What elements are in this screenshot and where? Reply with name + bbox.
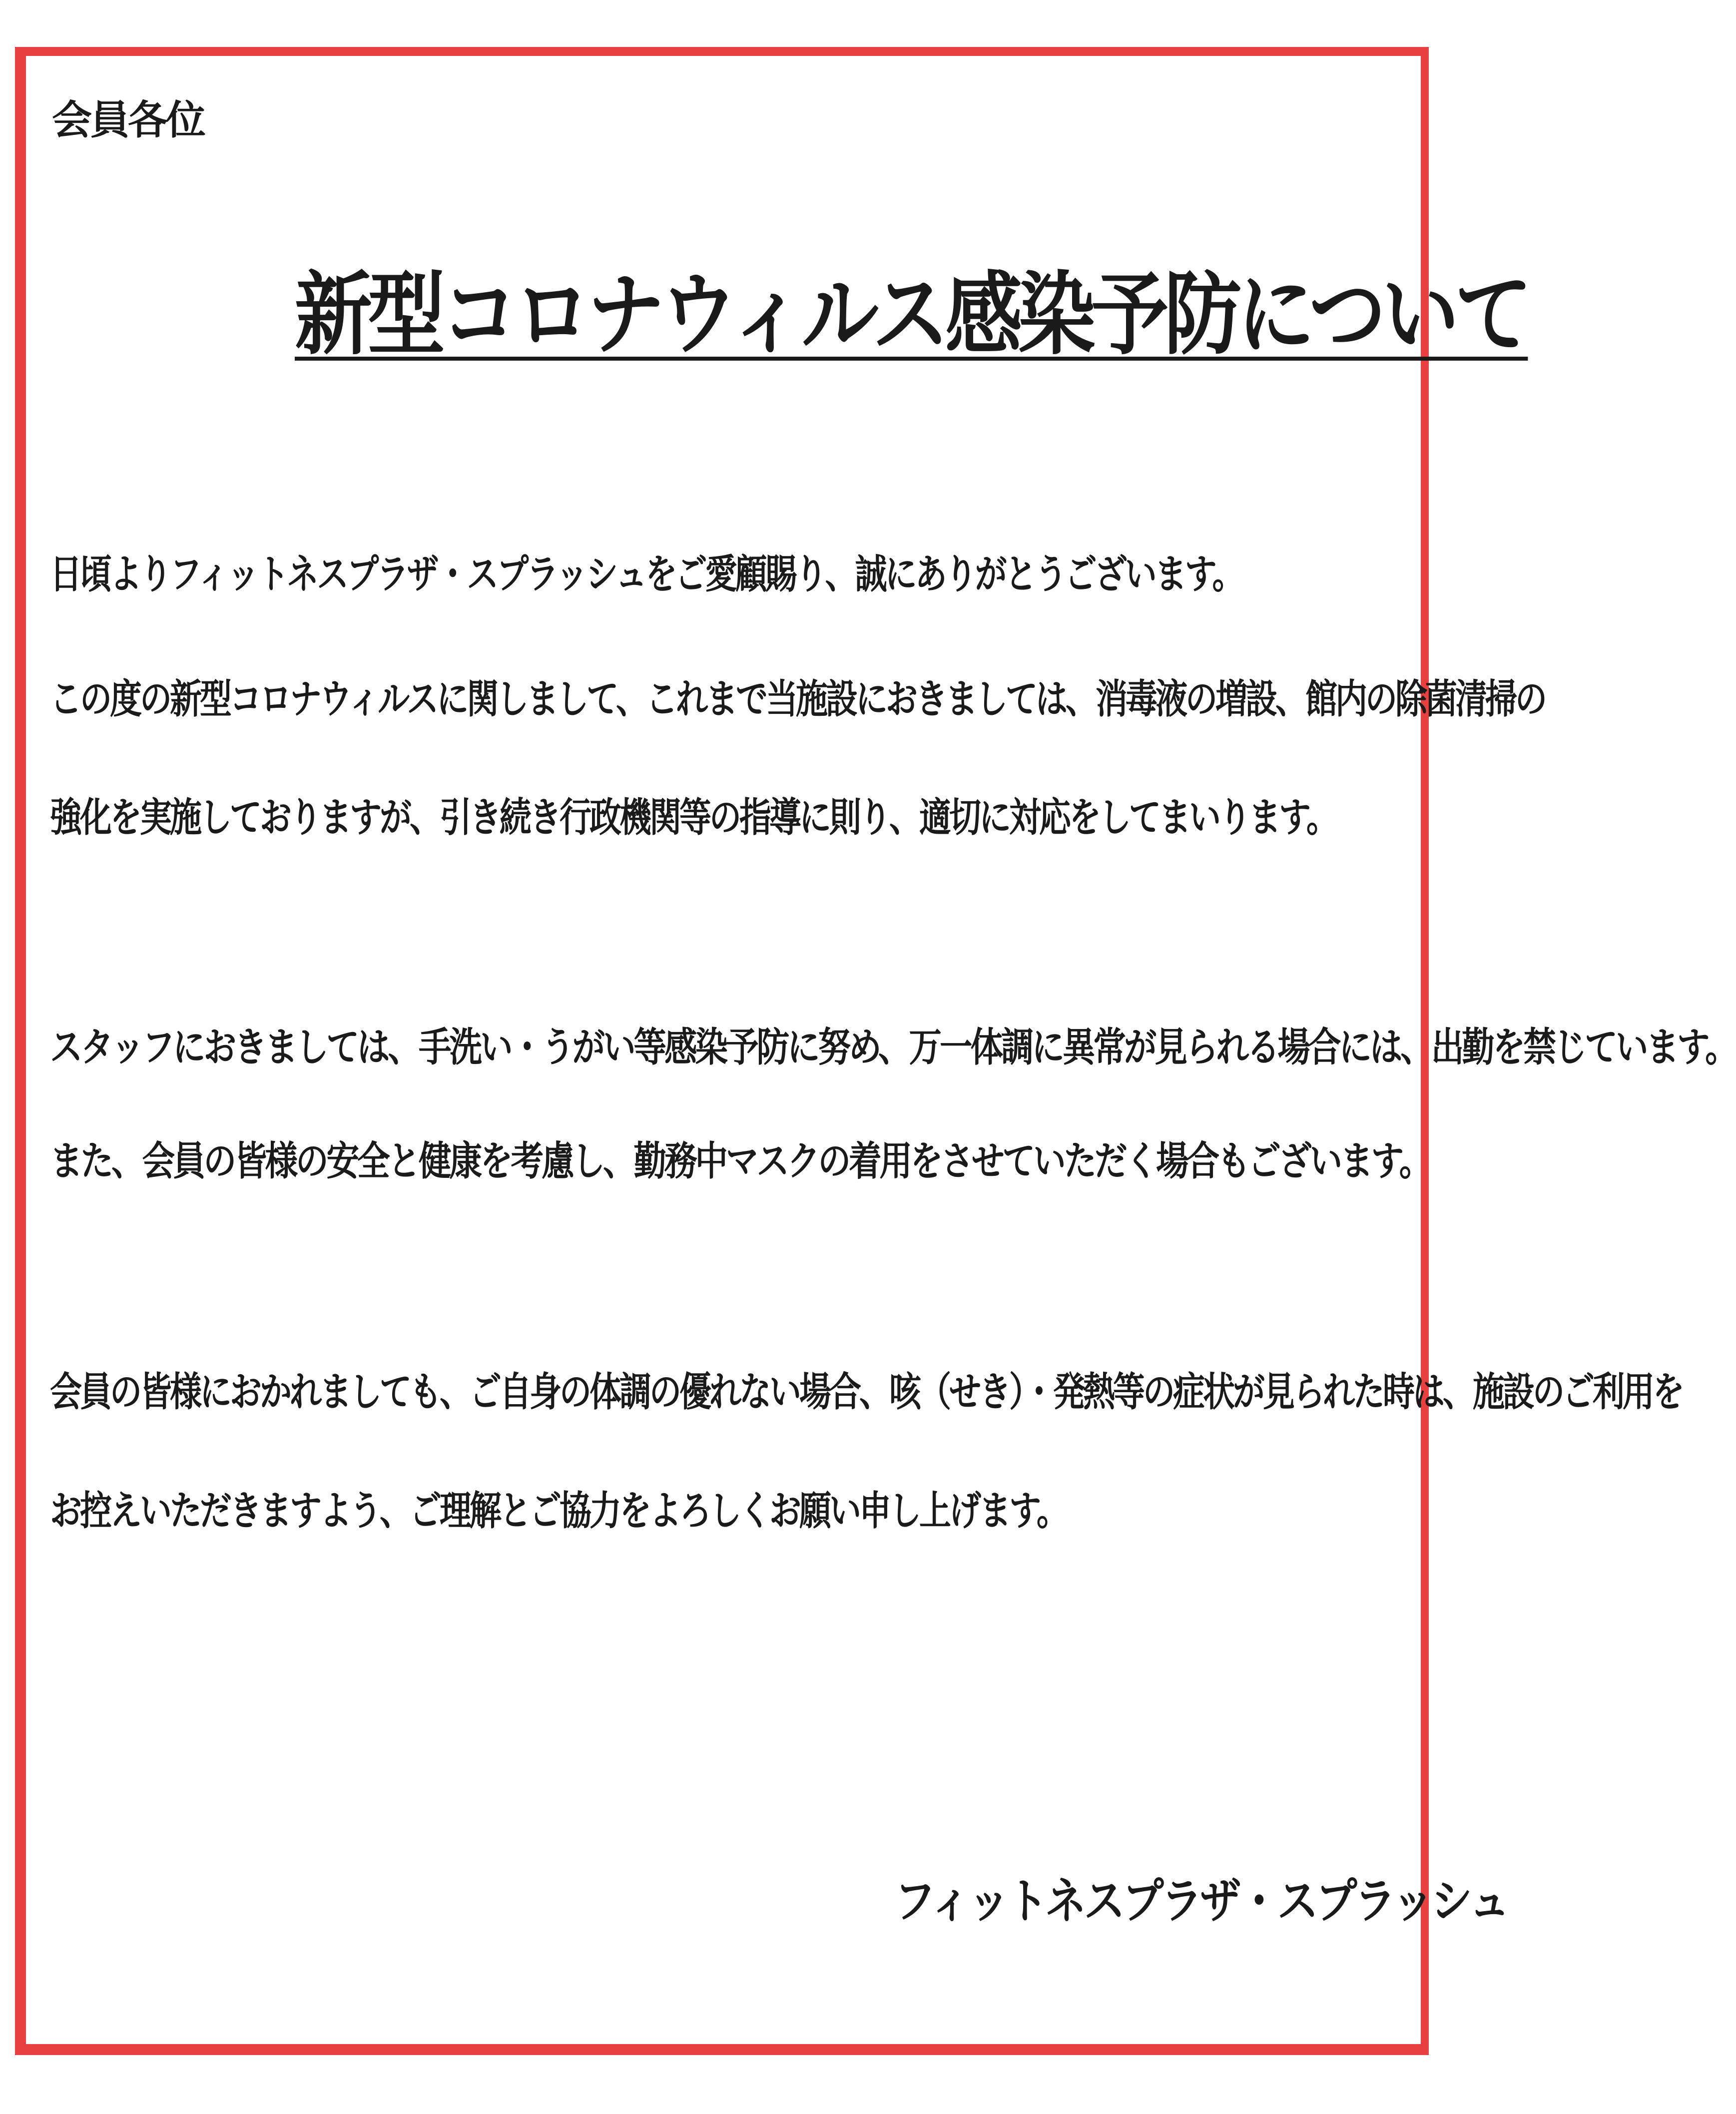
paragraph-2-line-2: また、会員の皆様の安全と健康を考慮し、勤務中マスクの着用をさせていただく場合もございます。 xyxy=(50,1138,1430,1184)
paragraph-1-line-3: 強化を実施しておりますが、引き続き行政機関等の指導に則り、適切に対応をしてまいります。 xyxy=(50,794,1336,841)
addressee: 会員各位 xyxy=(52,97,204,143)
notice-title: 新型コロナウィルス感染予防について xyxy=(295,263,1528,367)
paragraph-3-line-1: 会員の皆様におかれましても、ご自身の体調の優れない場合、咳（せき）・発熱等の症状が見られた時は、施設のご利用を xyxy=(50,1369,1683,1415)
signature: フィットネスプラザ・スプラッシュ xyxy=(894,1873,1508,1929)
paragraph-3-line-2: お控えいただきますよう、ご理解とご協力をよろしくお願い申し上げます。 xyxy=(50,1488,1067,1534)
paragraph-1-line-1: 日頃よりフィットネスプラザ・スプラッシュをご愛顧賜り、誠にありがとうございます。 xyxy=(50,551,1242,597)
paragraph-1-line-2: この度の新型コロナウィルスに関しまして、これまで当施設におきましては、消毒液の増設、館内の除菌清掃の xyxy=(50,676,1545,722)
paragraph-2-line-1: スタッフにおきましては、手洗い・うがい等感染予防に努め、万一体調に異常が見られる場合には、出勤を禁じています。 xyxy=(50,1024,1736,1070)
